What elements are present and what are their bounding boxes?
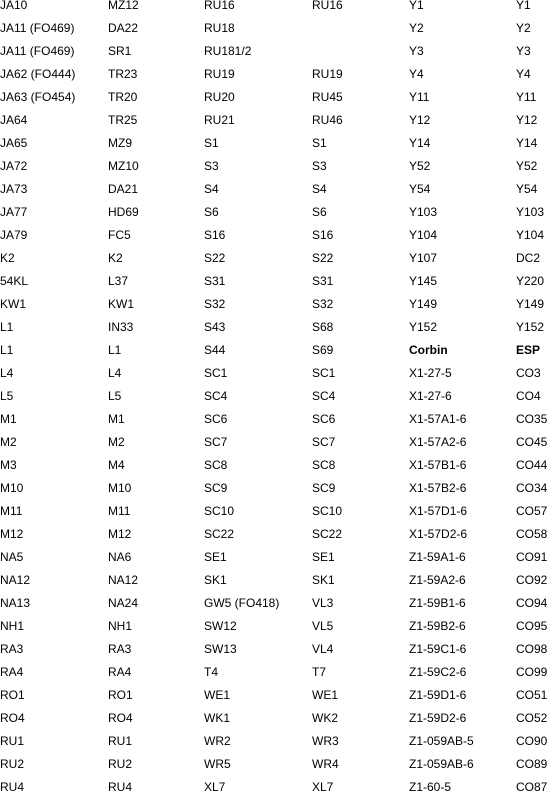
table-cell: SW13: [204, 642, 237, 656]
table-cell: X1-57B2-6: [409, 481, 467, 495]
table-cell: WR3: [312, 734, 339, 748]
table-cell: X1-57B1-6: [409, 458, 467, 472]
table-cell: JA11 (FO469): [0, 44, 75, 58]
table-cell: SC8: [312, 458, 336, 472]
table-row: [0, 274, 549, 297]
table-cell: Y3: [409, 44, 424, 58]
table-cell: M3: [0, 458, 17, 472]
table-cell: S6: [204, 205, 219, 219]
table-cell: Y2: [516, 21, 531, 35]
table-cell: K2: [108, 251, 123, 265]
table-cell: M10: [108, 481, 132, 495]
table-cell: Y149: [409, 297, 438, 311]
table-cell: CO51: [516, 688, 548, 702]
table-cell: S1: [204, 136, 219, 150]
table-cell: CO98: [516, 642, 548, 656]
table-cell: Y152: [516, 320, 545, 334]
table-cell: CO4: [516, 389, 541, 403]
table-cell: SC1: [204, 366, 228, 380]
table-cell: Y103: [409, 205, 438, 219]
table-cell: VL5: [312, 619, 334, 633]
table-cell: NA13: [0, 596, 31, 610]
table-row: [0, 0, 549, 21]
table-cell: Y4: [516, 67, 531, 81]
table-cell: S68: [312, 320, 334, 334]
table-cell: S16: [312, 228, 334, 242]
table-cell: RU21: [204, 113, 235, 127]
table-cell: S3: [312, 159, 327, 173]
table-cell: Y152: [409, 320, 438, 334]
table-cell: IN33: [108, 320, 134, 334]
table-cell: RU2: [0, 757, 25, 771]
table-cell: NA6: [108, 550, 132, 564]
table-cell: S31: [204, 274, 226, 288]
table-row: [0, 389, 549, 412]
table-cell: TR23: [108, 67, 138, 81]
table-cell: CO89: [516, 757, 548, 771]
table-cell: CO92: [516, 573, 548, 587]
table-row: [0, 665, 549, 688]
table-cell: S31: [312, 274, 334, 288]
table-cell: Y149: [516, 297, 545, 311]
table-cell: M11: [108, 504, 131, 518]
table-cell: Y1: [409, 0, 424, 12]
table-row: [0, 343, 549, 366]
table-cell: DC2: [516, 251, 541, 265]
table-cell: L5: [108, 389, 122, 403]
table-row: [0, 780, 549, 803]
table-cell: S4: [204, 182, 219, 196]
table-cell: Y52: [409, 159, 431, 173]
table-cell: NH1: [0, 619, 25, 633]
table-cell: Y12: [516, 113, 538, 127]
table-cell: L1: [0, 343, 14, 357]
table-row: [0, 251, 549, 274]
table-cell: JA77: [0, 205, 28, 219]
table-cell: Z1-59C2-6: [409, 665, 467, 679]
table-row: [0, 734, 549, 757]
table-cell: RO4: [0, 711, 25, 725]
table-cell: S22: [204, 251, 226, 265]
table-cell: RU16: [312, 0, 343, 12]
table-cell: Y2: [409, 21, 424, 35]
table-cell: S32: [312, 297, 334, 311]
table-cell: Z1-59A2-6: [409, 573, 466, 587]
table-cell: Z1-59A1-6: [409, 550, 466, 564]
table-cell: Y103: [516, 205, 545, 219]
table-cell: DA22: [108, 21, 139, 35]
table-cell: RA4: [108, 665, 132, 679]
table-row: [0, 366, 549, 389]
table-cell: Y54: [409, 182, 431, 196]
table-cell: RU181/2: [204, 44, 252, 58]
table-cell: NA24: [108, 596, 139, 610]
table-row: [0, 90, 549, 113]
table-cell: Y52: [516, 159, 538, 173]
table-row: [0, 596, 549, 619]
table-row: [0, 228, 549, 251]
table-cell: S69: [312, 343, 334, 357]
table-cell: L37: [108, 274, 129, 288]
table-cell: SC4: [312, 389, 336, 403]
table-cell: Y104: [516, 228, 545, 242]
table-cell: SC10: [204, 504, 235, 518]
table-row: [0, 573, 549, 596]
table-cell: CO94: [516, 596, 548, 610]
table-cell: RU18: [204, 21, 235, 35]
table-cell: T7: [312, 665, 327, 679]
table-cell: WK2: [312, 711, 339, 725]
table-cell: WR4: [312, 757, 339, 771]
table-cell: X1-57A1-6: [409, 412, 467, 426]
table-cell: X1-57D2-6: [409, 527, 468, 541]
table-cell: Z1-59B2-6: [409, 619, 466, 633]
table-cell: M4: [108, 458, 125, 472]
table-cell: RO4: [108, 711, 133, 725]
table-cell: JA11 (FO469): [0, 21, 75, 35]
table-cell: SK1: [312, 573, 335, 587]
table-cell: KW1: [0, 297, 27, 311]
table-cell: CO58: [516, 527, 548, 541]
table-cell: JA10: [0, 0, 28, 12]
table-cell: 54KL: [0, 274, 29, 288]
table-row: [0, 297, 549, 320]
table-cell: GW5 (FO418): [204, 596, 280, 610]
table-cell: L4: [0, 366, 14, 380]
table-row: [0, 527, 549, 550]
table-cell: WK1: [204, 711, 231, 725]
table-cell: SC7: [204, 435, 228, 449]
table-cell: S44: [204, 343, 226, 357]
table-cell: VL3: [312, 596, 334, 610]
table-cell: SC22: [312, 527, 343, 541]
table-cell: S4: [312, 182, 327, 196]
table-cell: CO99: [516, 665, 548, 679]
table-cell: SC9: [204, 481, 228, 495]
table-cell: JA64: [0, 113, 28, 127]
table-cell: RU16: [204, 0, 235, 12]
table-cell: L1: [0, 320, 14, 334]
table-cell: WE1: [204, 688, 231, 702]
table-cell: X1-57D1-6: [409, 504, 468, 518]
table-cell: S43: [204, 320, 226, 334]
table-cell: RU4: [0, 780, 25, 794]
table-cell: M12: [108, 527, 132, 541]
table-cell: Z1-059AB-6: [409, 757, 474, 771]
table-cell: Z1-59D2-6: [409, 711, 467, 725]
table-cell: MZ9: [108, 136, 132, 150]
table-cell: NH1: [108, 619, 133, 633]
table-cell: Y12: [409, 113, 431, 127]
table-cell: WE1: [312, 688, 339, 702]
table-row: [0, 182, 549, 205]
table-cell: Y107: [409, 251, 438, 265]
table-row: [0, 711, 549, 734]
table-cell: T4: [204, 665, 219, 679]
table-cell: M2: [0, 435, 17, 449]
table-cell: Y3: [516, 44, 531, 58]
table-cell: NA12: [0, 573, 31, 587]
table-cell: ESP: [516, 343, 541, 357]
table-cell: X1-27-6: [409, 389, 452, 403]
table-cell: X1-27-5: [409, 366, 452, 380]
table-row: [0, 21, 549, 44]
table-cell: RU19: [312, 67, 343, 81]
table-cell: Corbin: [409, 343, 448, 357]
table-cell: SC22: [204, 527, 235, 541]
table-cell: VL4: [312, 642, 334, 656]
table-cell: SC6: [204, 412, 228, 426]
table-cell: Y11: [409, 90, 430, 104]
table-cell: Y14: [409, 136, 431, 150]
table-cell: JA63 (FO454): [0, 90, 76, 104]
table-row: [0, 412, 549, 435]
table-cell: DA21: [108, 182, 139, 196]
table-cell: MZ12: [108, 0, 139, 12]
table-cell: JA62 (FO444): [0, 67, 76, 81]
table-cell: WR2: [204, 734, 231, 748]
table-cell: S6: [312, 205, 327, 219]
table-cell: S1: [312, 136, 327, 150]
table-row: [0, 504, 549, 527]
table-cell: Z1-059AB-5: [409, 734, 474, 748]
table-cell: MZ10: [108, 159, 139, 173]
table-cell: JA79: [0, 228, 28, 242]
table-cell: FC5: [108, 228, 131, 242]
table-cell: RU46: [312, 113, 343, 127]
table-cell: SK1: [204, 573, 227, 587]
table-row: [0, 67, 549, 90]
table-row: [0, 688, 549, 711]
table-cell: SR1: [108, 44, 132, 58]
table-row: [0, 159, 549, 182]
table-cell: CO90: [516, 734, 548, 748]
table-cell: RA3: [0, 642, 24, 656]
table-cell: Z1-60-5: [409, 780, 452, 794]
table-cell: L4: [108, 366, 122, 380]
table-cell: Y11: [516, 90, 537, 104]
table-cell: K2: [0, 251, 15, 265]
table-cell: S3: [204, 159, 219, 173]
table-cell: M10: [0, 481, 24, 495]
table-row: [0, 435, 549, 458]
table-row: [0, 44, 549, 67]
table-cell: RU1: [108, 734, 133, 748]
table-row: [0, 550, 549, 573]
table-cell: CO35: [516, 412, 548, 426]
table-cell: SC4: [204, 389, 228, 403]
table-cell: M12: [0, 527, 24, 541]
table-cell: TR25: [108, 113, 138, 127]
table-cell: SW12: [204, 619, 237, 633]
table-cell: CO3: [516, 366, 541, 380]
table-cell: CO57: [516, 504, 548, 518]
table-cell: CO87: [516, 780, 548, 794]
table-cell: M1: [0, 412, 17, 426]
table-cell: RU19: [204, 67, 235, 81]
table-cell: S32: [204, 297, 226, 311]
table-cell: XL7: [312, 780, 334, 794]
table-row: [0, 113, 549, 136]
table-cell: SC7: [312, 435, 336, 449]
table-cell: RU2: [108, 757, 133, 771]
table-cell: SC8: [204, 458, 228, 472]
table-cell: NA5: [0, 550, 24, 564]
table-row: [0, 136, 549, 159]
table-cell: CO34: [516, 481, 548, 495]
table-cell: HD69: [108, 205, 139, 219]
table-row: [0, 320, 549, 343]
table-cell: CO95: [516, 619, 548, 633]
table-cell: S16: [204, 228, 226, 242]
table-cell: RU4: [108, 780, 133, 794]
table-cell: RA4: [0, 665, 24, 679]
table-cell: Z1-59C1-6: [409, 642, 467, 656]
table-cell: RA3: [108, 642, 132, 656]
table-cell: CO44: [516, 458, 548, 472]
table-cell: RO1: [0, 688, 25, 702]
table-row: [0, 619, 549, 642]
table-cell: RU20: [204, 90, 235, 104]
table-cell: JA65: [0, 136, 28, 150]
table-cell: Y104: [409, 228, 438, 242]
table-cell: Z1-59B1-6: [409, 596, 466, 610]
table-cell: SC10: [312, 504, 343, 518]
table-cell: SC6: [312, 412, 336, 426]
table-row: [0, 205, 549, 228]
table-cell: M11: [0, 504, 23, 518]
table-row: [0, 458, 549, 481]
table-cell: Y54: [516, 182, 538, 196]
table-cell: M1: [108, 412, 125, 426]
table-cell: SE1: [204, 550, 227, 564]
table-cell: Z1-59D1-6: [409, 688, 467, 702]
table-cell: KW1: [108, 297, 135, 311]
table-cell: Y1: [516, 0, 531, 12]
table-cell: SC1: [312, 366, 336, 380]
table-cell: Y14: [516, 136, 538, 150]
table-cell: JA73: [0, 182, 28, 196]
table-cell: NA12: [108, 573, 139, 587]
table-cell: RO1: [108, 688, 133, 702]
table-cell: Y145: [409, 274, 438, 288]
table-row: [0, 757, 549, 780]
table-cell: RU45: [312, 90, 343, 104]
table-cell: SE1: [312, 550, 335, 564]
table-cell: SC9: [312, 481, 336, 495]
table-cell: Y220: [516, 274, 545, 288]
table-cell: XL7: [204, 780, 226, 794]
table-cell: TR20: [108, 90, 138, 104]
table-cell: S22: [312, 251, 334, 265]
table-cell: JA72: [0, 159, 28, 173]
table-cell: Y4: [409, 67, 424, 81]
table-cell: M2: [108, 435, 125, 449]
table-cell: CO52: [516, 711, 548, 725]
table-cell: X1-57A2-6: [409, 435, 467, 449]
table-cell: CO45: [516, 435, 548, 449]
table-row: [0, 642, 549, 665]
table-cell: L5: [0, 389, 14, 403]
table-cell: WR5: [204, 757, 231, 771]
table-row: [0, 481, 549, 504]
table-cell: CO91: [516, 550, 548, 564]
table-cell: L1: [108, 343, 122, 357]
table-cell: RU1: [0, 734, 25, 748]
